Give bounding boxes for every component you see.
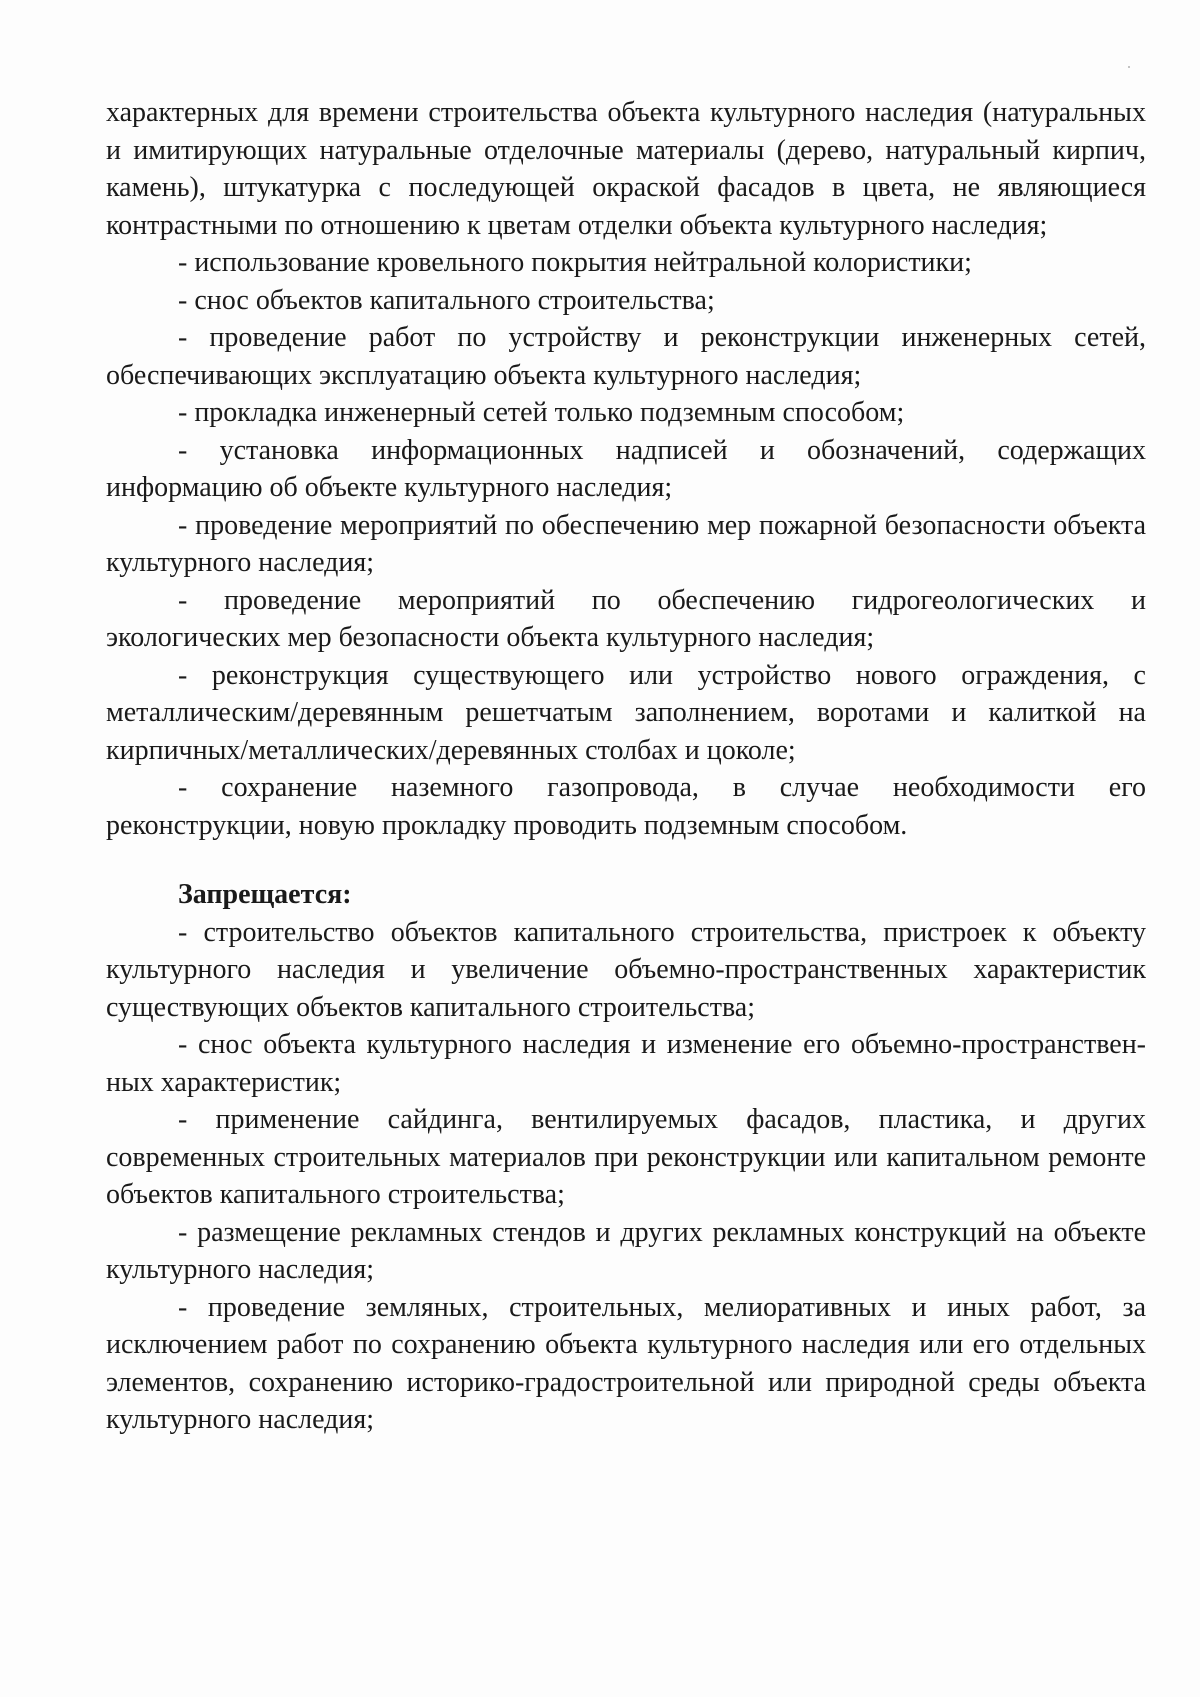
allowed-item: - снос объектов капитального строительства; (178, 284, 715, 316)
allowed-item: - использование кровельного покрытия нейтральной колористики; (178, 247, 972, 278)
allowed-item: - сохранение наземного газопровода, в случае необходимости его реконструкции, новую прокладку проводить подземным способом. (106, 772, 1146, 841)
prohibited-item: - применение сайдинга, вентилируемых фасадов, пластика, и других современных строительных материалов при реконструкции или капитальном ремонте объектов капитального строительства; (106, 1104, 1146, 1210)
allowed-item: - проведение работ по устройству и реконструкции инженерных сетей, обеспечивающих эксплуатацию объекта культурного наследия; (106, 322, 1146, 391)
prohibited-item: - проведение земляных, строительных, мелиоративных и иных работ, за исключением работ по сохранению объекта культурного наследия или его отдельных элементов, сохранению историко-градостроительной или природной среды объекта культурного наследия; (106, 1291, 1146, 1435)
prohibited-item: - строительство объектов капитального строительства, пристроек к объекту культурного наследия и увеличение объемно-пространственных характеристик существующих объектов капитального строительства; (106, 916, 1146, 1023)
allowed-item: - проведение мероприятий по обеспечению мер пожарной безопасности объекта культурного наследия; (106, 509, 1146, 578)
prohibited-heading: Запрещается: (178, 879, 352, 910)
scan-speck (1128, 66, 1130, 68)
allowed-item: - прокладка инженерный сетей только подземным способом; (178, 397, 905, 428)
allowed-item: - проведение мероприятий по обеспечению гидрогеологических и экологических мер безопасности объекта культурного наследия; (106, 584, 1146, 653)
prohibited-item: - снос объекта культурного наследия и изменение его объемно-пространствен-ных характеристик; (106, 1029, 1146, 1098)
prohibited-item: - размещение рекламных стендов и других рекламных конструкций на объекте культурного наследия; (106, 1216, 1146, 1285)
allowed-item: - реконструкция существующего или устройство нового ограждения, с металлическим/деревянным решетчатым заполнением, воротами и калиткой на кирпичных/металлических/деревянных столбах и цоколе; (106, 659, 1146, 766)
allowed-item: - установка информационных надписей и обозначений, содержащих информацию об объекте культурного наследия; (106, 434, 1146, 503)
intro-paragraph: характерных для времени строительства объекта культурного наследия (натуральных и имитирующих натуральные отделочные материалы (дерево, натуральный кирпич, камень), штукатурка с последующей окраской фасадов в цвета, не являющиеся контрастными по отношению к цветам отделки объекта культурного наследия; (106, 97, 1146, 241)
document-body (106, 94, 1146, 1439)
